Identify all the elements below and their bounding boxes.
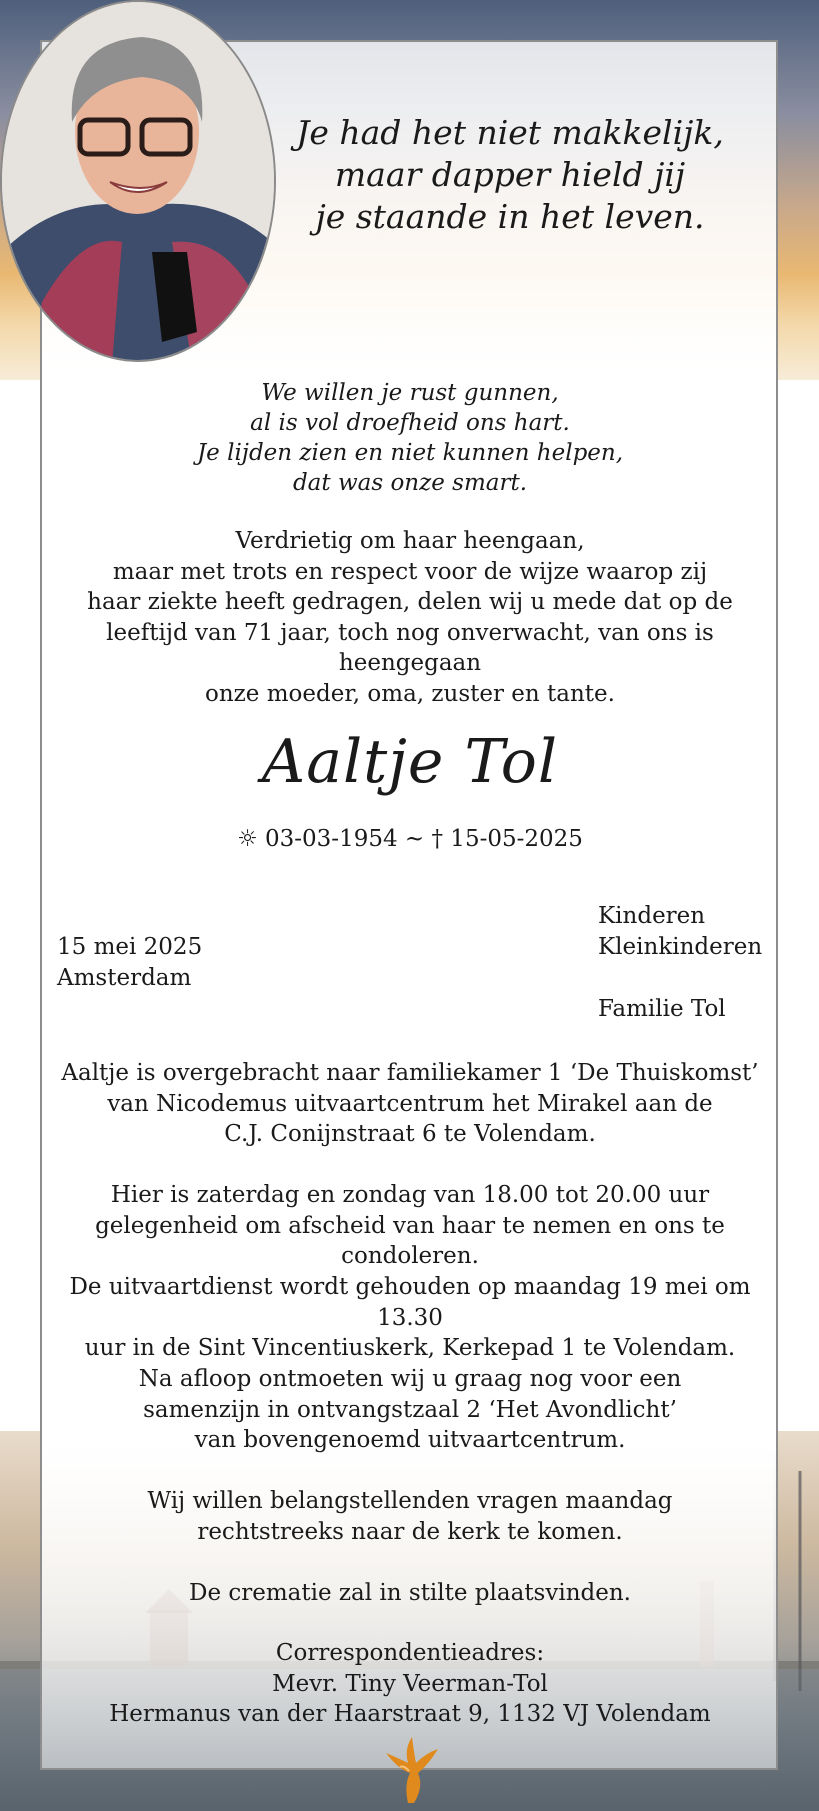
address-line: Mevr. Tiny Veerman-Tol <box>272 1670 548 1697</box>
info-line: van Nicodemus uitvaartcentrum het Mirakel aan de <box>107 1090 713 1117</box>
announcement-line: Verdrietig om haar heengaan, <box>235 528 585 554</box>
correspondence-address <box>40 1638 780 1730</box>
poem-line: We willen je rust gunnen, <box>261 380 559 406</box>
info-line: samenzijn in ontvangstzaal 2 ‘Het Avondlicht’ <box>143 1396 677 1423</box>
announcement-line: haar ziekte heeft gedragen, delen wij u mede dat op de <box>87 589 733 615</box>
info-line: De crematie zal in stilte plaatsvinden. <box>189 1580 631 1606</box>
info-line: Hier is zaterdag en zondag van 18.00 tot 20.00 uur <box>110 1182 710 1208</box>
poem <box>40 378 780 498</box>
portrait-icon <box>2 2 276 362</box>
info-block-service <box>40 1272 780 1364</box>
portrait-photo <box>0 0 276 362</box>
family-line: Kleinkinderen <box>598 934 763 960</box>
info-block-visiting <box>40 1180 780 1272</box>
family-signature <box>598 901 762 1025</box>
info-block-cremation <box>40 1578 780 1609</box>
info-line: uur in de Sint Vincentiuskerk, Kerkepad 1 te Volendam. <box>84 1335 736 1361</box>
quote-line: je staande in het leven. <box>315 197 705 236</box>
announcement-line: onze moeder, oma, zuster en tante. <box>205 680 615 707</box>
info-line: De uitvaartdienst wordt gehouden op maandag 19 mei om 13.30 <box>69 1274 751 1331</box>
address-line: Correspondentieadres: <box>275 1640 545 1666</box>
info-block-location <box>40 1058 780 1150</box>
info-line: Aaltje is overgebracht naar familiekamer 1 ‘De Thuiskomst’ <box>61 1060 759 1086</box>
quote-line: maar dapper hield jij <box>334 155 686 194</box>
info-line: gelegenheid om afscheid van haar te nemen en ons te condoleren. <box>95 1212 725 1269</box>
poem-line: dat was onze smart. <box>292 470 528 496</box>
opening-quote <box>290 112 730 238</box>
info-line: rechtstreeks naar de kerk te komen. <box>197 1518 623 1545</box>
birth-death-dates: ☼ 03-03-1954 ~ † 15-05-2025 <box>237 826 583 852</box>
poem-line: al is vol droefheid ons hart. <box>250 410 570 436</box>
address-line: Hermanus van der Haarstraat 9, 1132 VJ Volendam <box>109 1701 711 1727</box>
place-text: Amsterdam <box>57 965 192 991</box>
phoenix-logo-icon <box>378 1735 442 1805</box>
date-text: 15 mei 2025 <box>57 934 203 960</box>
info-line: C.J. Conijnstraat 6 te Volendam. <box>224 1121 596 1147</box>
info-block-request <box>40 1486 780 1547</box>
family-line: Familie Tol <box>598 996 726 1022</box>
announcement-line: maar met trots en respect voor de wijze waarop zij <box>112 558 708 585</box>
poem-line: Je lijden zien en niet kunnen helpen, <box>196 440 624 466</box>
family-line: Kinderen <box>598 903 706 929</box>
deceased-name: Aaltje Tol <box>261 727 559 797</box>
announcement-text <box>40 526 780 709</box>
info-line: Na afloop ontmoeten wij u graag nog voor een <box>138 1366 682 1392</box>
announcement-line: leeftijd van 71 jaar, toch nog onverwacht, van ons is heengegaan <box>106 619 714 676</box>
info-block-gathering <box>40 1364 780 1456</box>
quote-line: Je had het niet makkelijk, <box>296 113 724 152</box>
place-and-date <box>57 932 202 994</box>
info-line: Wij willen belangstellenden vragen maandag <box>147 1488 673 1514</box>
family-line <box>598 963 762 994</box>
info-line: van bovengenoemd uitvaartcentrum. <box>194 1427 626 1453</box>
